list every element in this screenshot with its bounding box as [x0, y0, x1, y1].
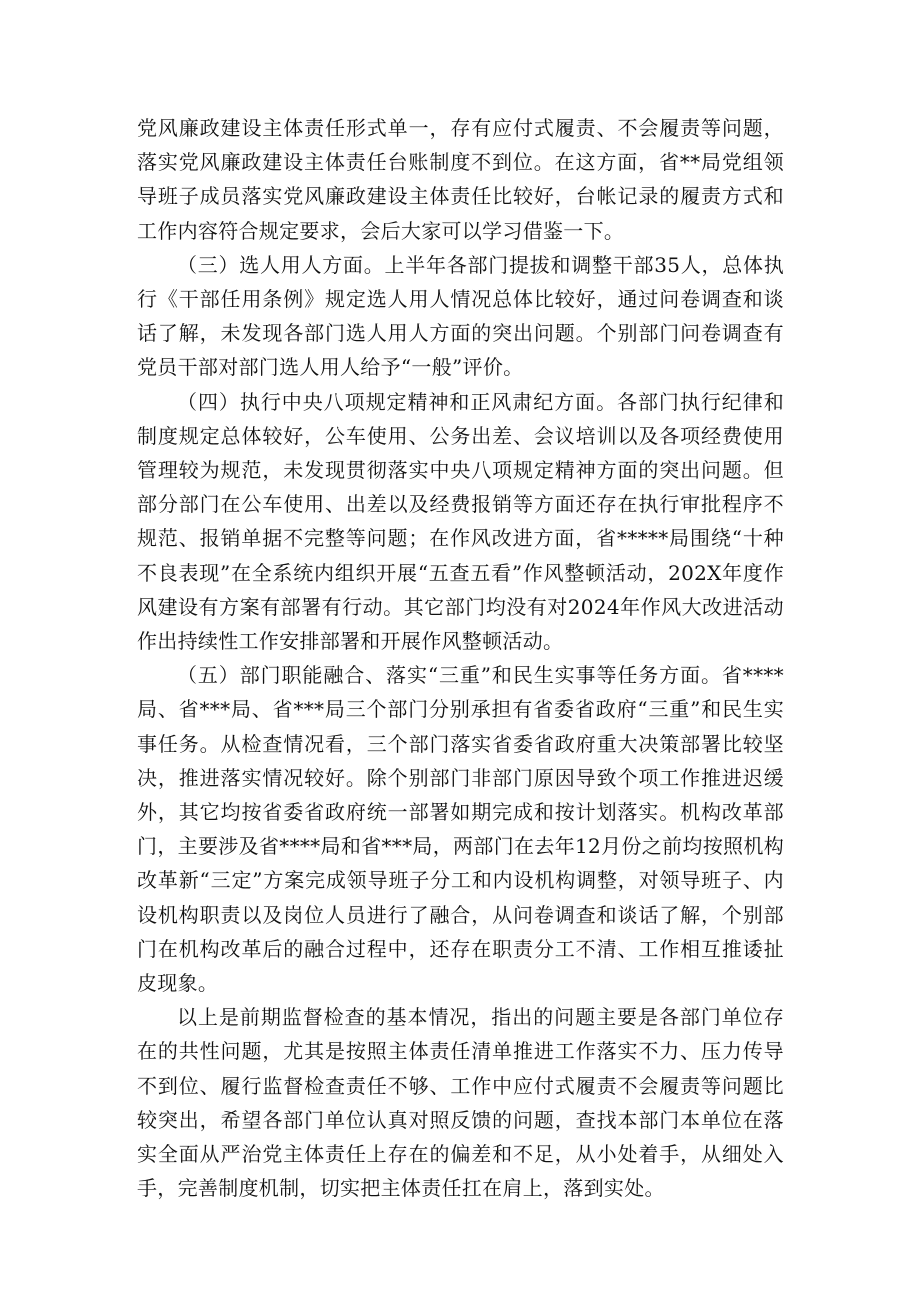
paragraph-summary: 以上是前期监督检查的基本情况，指出的问题主要是各部门单位存在的共性问题，尤其是按照主体责任清单推进工作落实不力、压力传导不到位、履行监督检查责任不够、工作中应付式履责不会履责等问题比较突出，希望各部门单位认真对照反馈的问题，查找本部门本单位在落实全面从严治党主体责任上存在的偏差和不足，从小处着手，从细处入手，完善制度机制，切实把主体责任扛在肩上，落到实处。	[137, 1005, 784, 1201]
document-body	[137, 111, 784, 1206]
paragraph-section-5-function-integration: （五）部门职能融合、落实“三重”和民生实事等任务方面。省****局、省***局、省***局三个部门分别承担有省委省政府“三重”和民生实事任务。从检查情况看，三个部门落实省委省政府重大决策部署比较坚决，推进落实情况较好。除个别部门非部门原因导致个项工作推进迟缓外，其它均按省委省政府统一部署如期完成和按计划落实。机构改革部门，主要涉及省****局和省***局，两部门在去年12月份之前均按照机构改革新“三定”方案完成领导班子分工和内设机构调整，对领导班子、内设机构职责以及岗位人员进行了融合，从问卷调查和谈话了解，个别部门在机构改革后的融合过程中，还存在职责分工不清、工作相互推诿扯皮现象。	[137, 663, 784, 996]
paragraph-continuation: 党风廉政建设主体责任形式单一，存有应付式履责、不会履责等问题，落实党风廉政建设主体责任台账制度不到位。在这方面，省**局党组领导班子成员落实党风廉政建设主体责任比较好，台帐记录的履责方式和工作内容符合规定要求，会后大家可以学习借鉴一下。	[137, 116, 784, 243]
paragraph-section-3-personnel: （三）选人用人方面。上半年各部门提拔和调整干部35人，总体执行《干部任用条例》规定选人用人情况总体比较好，通过问卷调查和谈话了解，未发现各部门选人用人方面的突出问题。个别部门问卷调查有党员干部对部门选人用人给予“一般”评价。	[137, 252, 784, 380]
paragraph-section-4-eight-regulations: （四）执行中央八项规定精神和正风肃纪方面。各部门执行纪律和制度规定总体较好，公车使用、公务出差、会议培训以及各项经费使用管理较为规范，未发现贯彻落实中央八项规定精神方面的突出问题。但部分部门在公车使用、出差以及经费报销等方面还存在执行审批程序不规范、报销单据不完整等问题；在作风改进方面，省*****局围绕“十种不良表现”在全系统内组织开展“五查五看”作风整顿活动，202X年度作风建设有方案有部署有行动。其它部门均没有对2024年作风大改进活动作出持续性工作安排部署和开展作风整顿活动。	[137, 389, 784, 654]
